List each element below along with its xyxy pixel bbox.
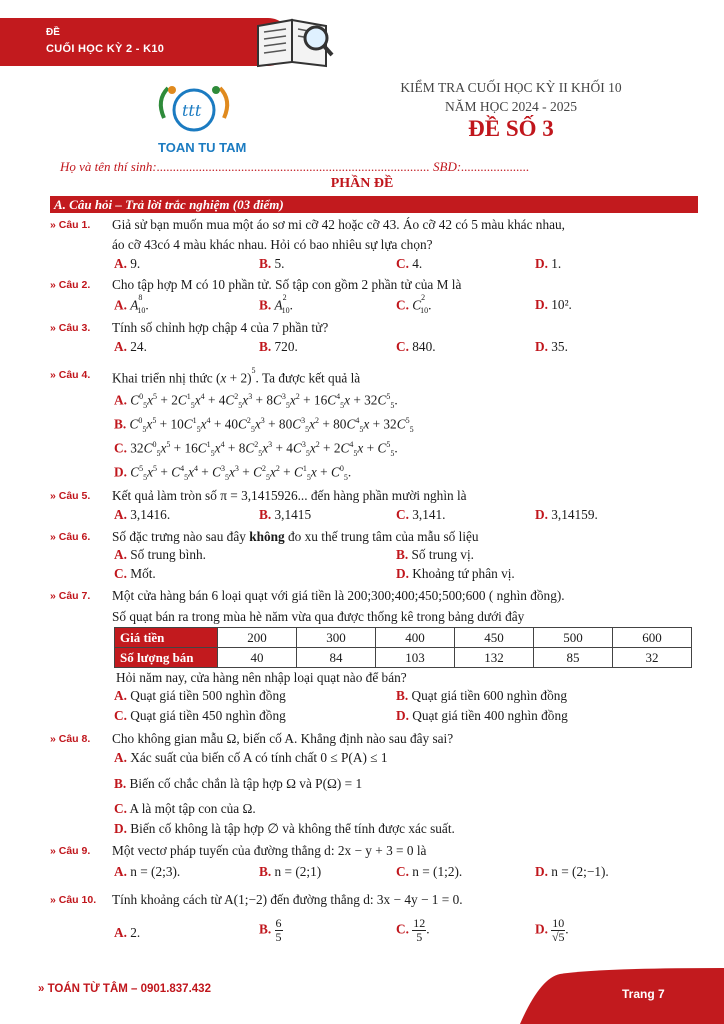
q2-text: Cho tập hợp M có 10 phần tử. Số tập con gồm 2 phần tử của M là — [112, 277, 462, 292]
quantity-row-header: Số lượng bán — [115, 648, 218, 668]
q3-option-c[interactable]: C. 840. — [396, 339, 436, 354]
q9-option-b[interactable]: B. n = (2;1) — [259, 864, 322, 879]
exam-number: ĐỀ SỐ 3 — [468, 116, 554, 141]
q1-line1: Giả sử bạn muốn mua một áo sơ mi cỡ 42 hoặc cỡ 43. Áo cỡ 42 có 5 màu khác nhau, — [112, 217, 565, 232]
q10-option-c[interactable]: C. $\frac{12}{5}$ . — [396, 916, 430, 944]
q2-option-a[interactable]: A. $A^8_{10}$. — [114, 293, 149, 316]
q4-label: » Câu 4. — [50, 369, 91, 381]
q5-option-b[interactable]: B. 3,1415 — [259, 507, 312, 522]
q10-option-b[interactable]: B. $\frac{6}{5}$ — [259, 916, 282, 944]
school-year: NĂM HỌC 2024 - 2025 — [444, 99, 577, 114]
price-row — [115, 628, 692, 648]
q5-option-c[interactable]: C. 3,141. — [396, 507, 446, 522]
q8-label: » Câu 8. — [50, 733, 91, 745]
q2-option-c[interactable]: C. $C^2_{10}$. — [396, 293, 432, 316]
q3-option-d[interactable]: D. 35. — [535, 339, 568, 354]
logo-text: TOAN TU TAM — [158, 140, 247, 155]
q5-option-d[interactable]: D. 3,14159. — [535, 507, 598, 522]
section-a-header: A. Câu hỏi – Trả lời trắc nghiệm (03 điểm) — [50, 196, 698, 213]
student-name-line: Họ và tên thí sinh:.................................................................................... SBD:..................... — [60, 159, 530, 174]
price-cell: 600 — [613, 628, 692, 648]
q5-option-a[interactable]: A. 3,1416. — [114, 507, 171, 522]
q5-label: » Câu 5. — [50, 490, 91, 502]
quantity-cell: 40 — [218, 648, 297, 668]
q2-option-d[interactable]: D. 10². — [535, 297, 572, 312]
q8-text: Cho không gian mẫu Ω, biến cố A. Khẳng định nào sau đây sai? — [112, 731, 454, 746]
quantity-cell: 85 — [534, 648, 613, 668]
quantity-row — [115, 648, 692, 668]
q8-option-d[interactable]: D. Biến cố không là tập hợp ∅ và không thể tính được xác suất. — [114, 821, 455, 836]
q4-option-a[interactable]: A. $C^0_5x^5 + 2C^1_5x^4 + 4C^2_5x^3 + 8C^3_5x^2 + 16C^4_5x + 32C^5_5$. — [114, 392, 398, 411]
q9-text: Một vectơ pháp tuyến của đường thẳng d: 2x − y + 3 = 0 là — [112, 843, 427, 858]
banner-line1: ĐỀ — [46, 27, 60, 38]
q4-option-b[interactable]: B. $C^0_5x^5 + 10C^1_5x^4 + 40C^2_5x^3 + 80C^3_5x^2 + 80C^4_5x + 32C^5_5$ — [114, 416, 414, 435]
q6-label: » Câu 6. — [50, 531, 91, 543]
q3-option-b[interactable]: B. 720. — [259, 339, 298, 354]
q1-line2: áo cỡ 43có 4 màu khác nhau. Hỏi có bao nhiêu sự lựa chọn? — [112, 237, 433, 252]
q3-label: » Câu 3. — [50, 322, 91, 334]
price-cell: 300 — [297, 628, 376, 648]
q7-question: Hỏi năm nay, cửa hàng nên nhập loại quạt nào để bán? — [116, 670, 407, 685]
quantity-cell: 84 — [297, 648, 376, 668]
q10-option-a[interactable]: A. 2. — [114, 925, 141, 940]
q7-option-d[interactable]: D. Quạt giá tiền 400 nghìn đồng — [396, 708, 568, 723]
q6-option-c[interactable]: C. Mốt. — [114, 566, 156, 581]
price-cell: 450 — [455, 628, 534, 648]
price-cell: 200 — [218, 628, 297, 648]
q9-option-a[interactable]: A. n = (2;3). — [114, 864, 181, 879]
q7-line1: Một cửa hàng bán 6 loại quạt với giá tiền là 200;300;400;450;500;600 ( nghìn đồng). — [112, 588, 565, 603]
q4-text: Khai triển nhị thức $(x + 2)^5$. Ta được kết quả là — [112, 366, 361, 386]
svg-text:ttt: ttt — [182, 101, 202, 120]
q1-option-b[interactable]: B. 5. — [259, 256, 285, 271]
price-row-header: Giá tiền — [115, 628, 218, 648]
q4-option-c[interactable]: C. $32C^0_5x^5 + 16C^1_5x^4 + 8C^2_5x^3 + 4C^3_5x^2 + 2C^4_5x + C^5_5$. — [114, 440, 398, 459]
q7-label: » Câu 7. — [50, 590, 91, 602]
q6-text: Số đặc trưng nào sau đây không đo xu thế trung tâm của mẫu số liệu — [112, 529, 479, 544]
part-title: PHẦN ĐỀ — [330, 176, 394, 191]
quantity-cell: 103 — [376, 648, 455, 668]
footer-band — [0, 968, 724, 1024]
q10-text: Tính khoảng cách từ A(1;−2) đến đường thẳng d: 3x − 4y − 1 = 0. — [112, 892, 463, 907]
q3-option-a[interactable]: A. 24. — [114, 339, 147, 354]
q7-option-c[interactable]: C. Quạt giá tiền 450 nghìn đồng — [114, 708, 286, 723]
footer-contact: » TOÁN TỪ TÂM – 0901.837.432 — [38, 983, 211, 995]
q9-option-c[interactable]: C. n = (1;2). — [396, 864, 463, 879]
q1-option-d[interactable]: D. 1. — [535, 256, 562, 271]
q9-option-d[interactable]: D. n = (2;−1). — [535, 864, 609, 879]
q1-option-a[interactable]: A. 9. — [114, 256, 141, 271]
quantity-cell: 32 — [613, 648, 692, 668]
q1-option-c[interactable]: C. 4. — [396, 256, 423, 271]
book-magnifier-icon — [252, 8, 334, 70]
logo-icon — [150, 78, 246, 142]
q3-text: Tính số chỉnh hợp chập 4 của 7 phần tử? — [112, 320, 329, 335]
price-cell: 400 — [376, 628, 455, 648]
q6-option-b[interactable]: B. Số trung vị. — [396, 547, 474, 562]
q6-option-a[interactable]: A. Số trung bình. — [114, 547, 206, 562]
q5-text: Kết quả làm tròn số π = 3,1415926... đến hàng phần mười nghìn là — [112, 488, 467, 503]
exam-title: KIỂM TRA CUỐI HỌC KỲ II KHỐI 10 — [400, 80, 622, 95]
q4-option-d[interactable]: D. $C^5_5x^5 + C^4_5x^4 + C^3_5x^3 + C^2_5x^2 + C^1_5x + C^0_5$. — [114, 464, 352, 483]
page-number: Trang 7 — [622, 987, 665, 1001]
q10-label: » Câu 10. — [50, 894, 97, 906]
q8-option-c[interactable]: C. A là một tập con của Ω. — [114, 801, 256, 816]
q9-label: » Câu 9. — [50, 845, 91, 857]
q8-option-a[interactable]: A. Xác suất của biến cố A có tính chất 0 ≤ P(A) ≤ 1 — [114, 750, 388, 765]
q8-option-b[interactable]: B. Biến cố chắc chắn là tập hợp Ω và P(Ω) = 1 — [114, 776, 363, 791]
header-banner — [0, 18, 292, 66]
q2-option-b[interactable]: B. $A^2_{10}$. — [259, 293, 293, 316]
q7-line2: Số quạt bán ra trong mùa hè năm vừa qua được thống kê trong bảng dưới đây — [112, 609, 525, 624]
q7-option-a[interactable]: A. Quạt giá tiền 500 nghìn đồng — [114, 688, 286, 703]
price-cell: 500 — [534, 628, 613, 648]
quantity-cell: 132 — [455, 648, 534, 668]
q10-option-d[interactable]: D. $\frac{10}{√5}$ . — [535, 916, 569, 944]
q1-label: » Câu 1. — [50, 219, 91, 231]
q7-option-b[interactable]: B. Quạt giá tiền 600 nghìn đồng — [396, 688, 568, 703]
q6-option-d[interactable]: D. Khoảng tứ phân vị. — [396, 566, 515, 581]
banner-line2: CUỐI HỌC KỲ 2 - K10 — [46, 43, 165, 55]
q2-label: » Câu 2. — [50, 279, 91, 291]
price-table — [114, 627, 692, 668]
